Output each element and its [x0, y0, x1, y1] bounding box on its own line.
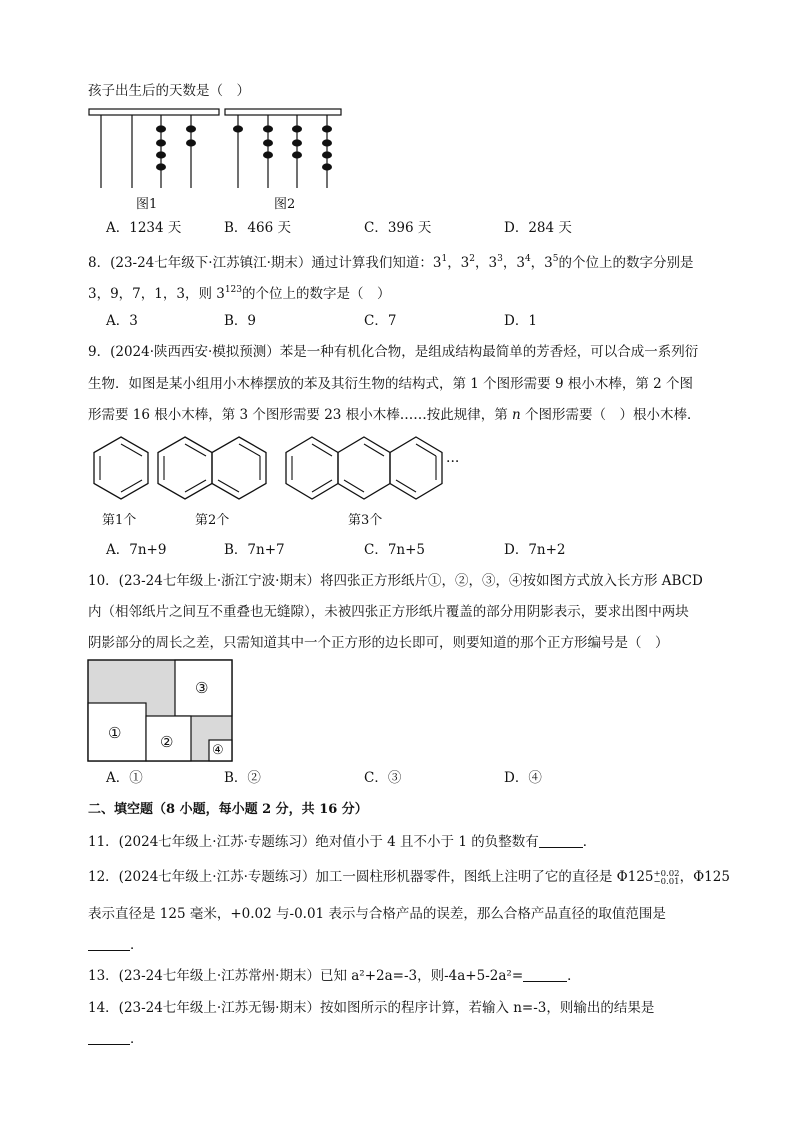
- q13-answer-blank[interactable]: [523, 967, 567, 982]
- q8-line-2: 3，9，7，1，3，则 $3^{123}$的个位上的数字是（ ）: [88, 285, 391, 302]
- figure-3-label: 第3个: [348, 513, 383, 528]
- q11-text: 11．(2024七年级上·江苏·专题练习）绝对值小于 4 且不小于 1 的负整数有 ．: [88, 834, 597, 850]
- q12-line-2: 表示直径是 125 毫米，+0.02 与-0.01 表示与合格产品的误差，那么合格产品直径的取值范围是: [88, 906, 666, 922]
- section-2-heading: 二、填空题（8 小题，每小题 2 分，共 16 分）: [88, 802, 368, 817]
- square-3-label: ③: [195, 679, 209, 697]
- square-4-label: ④: [212, 743, 224, 758]
- sequence-ellipsis: ···: [446, 454, 460, 470]
- q14-line-1: 14．(23-24七年级上·江苏无锡·期末）按如图所示的程序计算，若输入 n=-3，则输出的结果是: [88, 1000, 655, 1016]
- q10-option-d[interactable]: D．④: [504, 770, 542, 786]
- q9-line-1: 9．(2024·陕西西安·模拟预测）苯是一种有机化合物，是组成结构最简单的芳香烃，可以合成一系列衍: [88, 344, 699, 360]
- q13-text: 13．(23-24七年级上·江苏常州·期末）已知 a²+2a=-3，则-4a+5-2a²= ．: [88, 968, 581, 984]
- q8-line-1: 8．(23-24七年级下·江苏镇江·期末）通过计算我们知道：$3^1$，$3^2$，$3^3$，$3^4$，$3^5$的个位上的数字分别是: [88, 254, 694, 271]
- figure-1-label: 第1个: [102, 513, 137, 528]
- q10-line-3: 阴影部分的周长之差，只需知道其中一个正方形的边长即可，则要知道的那个正方形编号是（ ）: [88, 635, 669, 651]
- q9-line-3: 形需要 16 根小木棒，第 3 个图形需要 23 根小木棒……按此规律，第 n 个图形需要（ ）根小木棒．: [88, 407, 701, 423]
- figure-2-label: 第2个: [195, 513, 230, 528]
- figure-1-caption: 图1: [136, 197, 158, 212]
- q9-option-a[interactable]: A．7n+9: [106, 542, 167, 558]
- abacus-figure-2: [224, 108, 342, 190]
- naphthalene-figure-2: [156, 434, 268, 502]
- q9-line-2: 生物．如图是某小组用小木棒摆放的苯及其衍生物的结构式，第 1 个图形需要 9 根小木棒，第 2 个图: [88, 376, 694, 392]
- q7-option-b[interactable]: B．466 天: [224, 220, 291, 236]
- q10-option-b[interactable]: B．②: [224, 770, 261, 786]
- q14-line-2: ．: [88, 1030, 144, 1048]
- q9-option-b[interactable]: B．7n+7: [224, 542, 285, 558]
- q8-option-c[interactable]: C．7: [364, 313, 397, 329]
- q7-text-tail: 孩子出生后的天数是（ ）: [88, 83, 250, 99]
- q9-option-c[interactable]: C．7n+5: [364, 542, 426, 558]
- q12-line-3: ．: [88, 936, 144, 954]
- q7-option-c[interactable]: C．396 天: [364, 220, 432, 236]
- q8-option-b[interactable]: B．9: [224, 313, 257, 329]
- q12-line-1: 12．(2024七年级上·江苏·专题练习）加工一圆柱形机器零件，图纸上注明了它的直径是 Φ125+0.02 −0.01，Φ125: [88, 869, 730, 887]
- q9-option-d[interactable]: D．7n+2: [504, 542, 566, 558]
- q14-answer-blank[interactable]: [88, 1030, 130, 1045]
- square-1-label: ①: [108, 724, 122, 742]
- q12-answer-blank[interactable]: [88, 936, 130, 951]
- q7-option-d[interactable]: D．284 天: [504, 220, 572, 236]
- q10-line-1: 10．(23-24七年级上·浙江宁波·期末）将四张正方形纸片①，②，③，④按如图方式放入长方形 ABCD: [88, 573, 703, 589]
- q11-answer-blank[interactable]: [539, 833, 583, 848]
- benzene-figure-1: [86, 434, 156, 502]
- q7-option-a[interactable]: A．1234 天: [106, 220, 182, 236]
- q10-option-a[interactable]: A．①: [106, 770, 143, 786]
- anthracene-figure-3: [284, 434, 446, 502]
- figure-2-caption: 图2: [274, 197, 296, 212]
- q8-option-a[interactable]: A．3: [106, 313, 138, 329]
- square-2-label: ②: [160, 733, 174, 751]
- q8-option-d[interactable]: D．1: [504, 313, 537, 329]
- q10-line-2: 内（相邻纸片之间互不重叠也无缝隙），未被四张正方形纸片覆盖的部分用阴影表示，要求出图中两块: [88, 604, 689, 620]
- q10-option-c[interactable]: C．③: [364, 770, 402, 786]
- abacus-figure-1: [88, 108, 220, 190]
